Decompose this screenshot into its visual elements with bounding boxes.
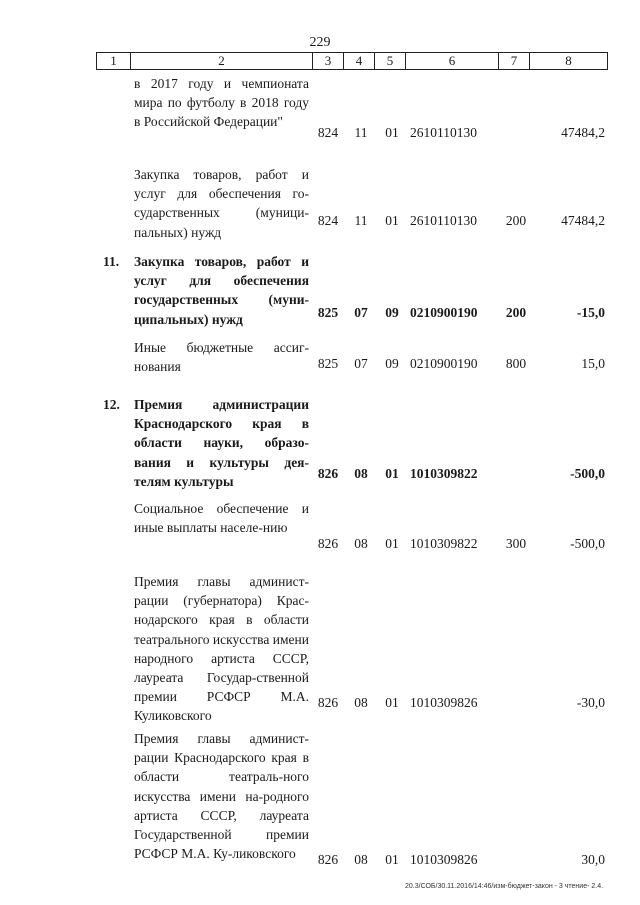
cell-col-6: 1010309822: [410, 466, 478, 481]
header-col-8: 8: [529, 52, 608, 70]
cell-col-5: 01: [385, 852, 399, 867]
cell-col-5: 01: [385, 213, 399, 228]
cell-col-3: 826: [317, 536, 339, 551]
cell-col-7: 300: [505, 536, 527, 551]
cell-col-3: 826: [317, 852, 339, 867]
cell-col-6: 0210900190: [410, 356, 478, 371]
cell-col-6: 2610110130: [410, 213, 477, 228]
document-footer: 20.3/СОБ/30.11.2016/14:46/изм-бюджет-закон - 3 чтение- 2.4.: [405, 883, 604, 890]
page-number: 229: [309, 35, 331, 50]
header-col-2: 2: [130, 52, 313, 70]
cell-col-5: 01: [385, 125, 399, 140]
cell-col-6: 1010309822: [410, 536, 478, 551]
cell-col-8: 15,0: [581, 356, 605, 371]
row-number: 12.: [103, 397, 120, 412]
cell-col-3: 824: [317, 125, 339, 140]
cell-col-3: 826: [317, 466, 339, 481]
cell-col-4: 11: [354, 213, 368, 228]
row-text: Закупка товаров, работ и услуг для обеспечения го-сударственных (муници-пальных) нужд: [134, 167, 309, 240]
cell-col-8: -30,0: [576, 695, 605, 710]
cell-col-7: 800: [505, 356, 527, 371]
cell-col-5: 01: [385, 536, 399, 551]
row-text: Социальное обеспечение и иные выплаты населе-нию: [134, 501, 309, 536]
row-text: Премия главы админист-рации Краснодарского края в области театраль-ного искусства имени на-родного артиста СССР, лауреата Государственной премии РСФСР М.А. Ку-ликовского: [134, 731, 309, 862]
row-text: Иные бюджетные ассиг-нования: [134, 340, 309, 375]
header-col-3: 3: [312, 52, 344, 70]
cell-col-6: 1010309826: [410, 852, 478, 867]
cell-col-8: 30,0: [581, 852, 605, 867]
cell-col-3: 825: [317, 356, 339, 371]
cell-col-4: 08: [354, 695, 368, 710]
cell-col-3: 824: [317, 213, 339, 228]
cell-col-4: 07: [354, 305, 368, 320]
row-text: Закупка товаров, работ и услуг для обеспечения государственных (муни-ципальных) нужд: [134, 254, 309, 327]
cell-col-8: -500,0: [570, 466, 605, 481]
header-col-5: 5: [374, 52, 406, 70]
cell-col-5: 01: [385, 466, 399, 481]
row-number: 11.: [103, 254, 120, 269]
cell-col-6: 0210900190: [410, 305, 478, 320]
cell-col-7: 200: [505, 213, 527, 228]
cell-col-8: 47484,2: [561, 213, 605, 228]
cell-col-4: 11: [354, 125, 368, 140]
row-text: в 2017 году и чемпионата мира по футболу в 2018 году в Российской Федерации": [134, 76, 309, 130]
row-text: Премия администрации Краснодарского края в области науки, образо-вания и культуры дея-телям культуры: [134, 397, 309, 489]
header-col-1: 1: [96, 52, 131, 70]
cell-col-5: 09: [385, 356, 399, 371]
header-col-7: 7: [498, 52, 530, 70]
cell-col-4: 07: [354, 356, 368, 371]
cell-col-4: 08: [354, 852, 368, 867]
cell-col-4: 08: [354, 536, 368, 551]
cell-col-5: 09: [385, 305, 399, 320]
cell-col-5: 01: [385, 695, 399, 710]
cell-col-7: 200: [505, 305, 527, 320]
cell-col-3: 825: [317, 305, 339, 320]
cell-col-8: 47484,2: [561, 125, 605, 140]
cell-col-6: 1010309826: [410, 695, 478, 710]
row-text: Премия главы админист-рации (губернатора) Крас-нодарского края в области театрального искусства имени народного артиста СССР, лауреата Государ-ственной премии РСФСР М.А. Куликовского: [134, 574, 309, 724]
cell-col-6: 2610110130: [410, 125, 477, 140]
cell-col-3: 826: [317, 695, 339, 710]
cell-col-4: 08: [354, 466, 368, 481]
cell-col-8: -500,0: [570, 536, 605, 551]
header-col-4: 4: [343, 52, 375, 70]
header-col-6: 6: [405, 52, 499, 70]
cell-col-8: -15,0: [576, 305, 605, 320]
